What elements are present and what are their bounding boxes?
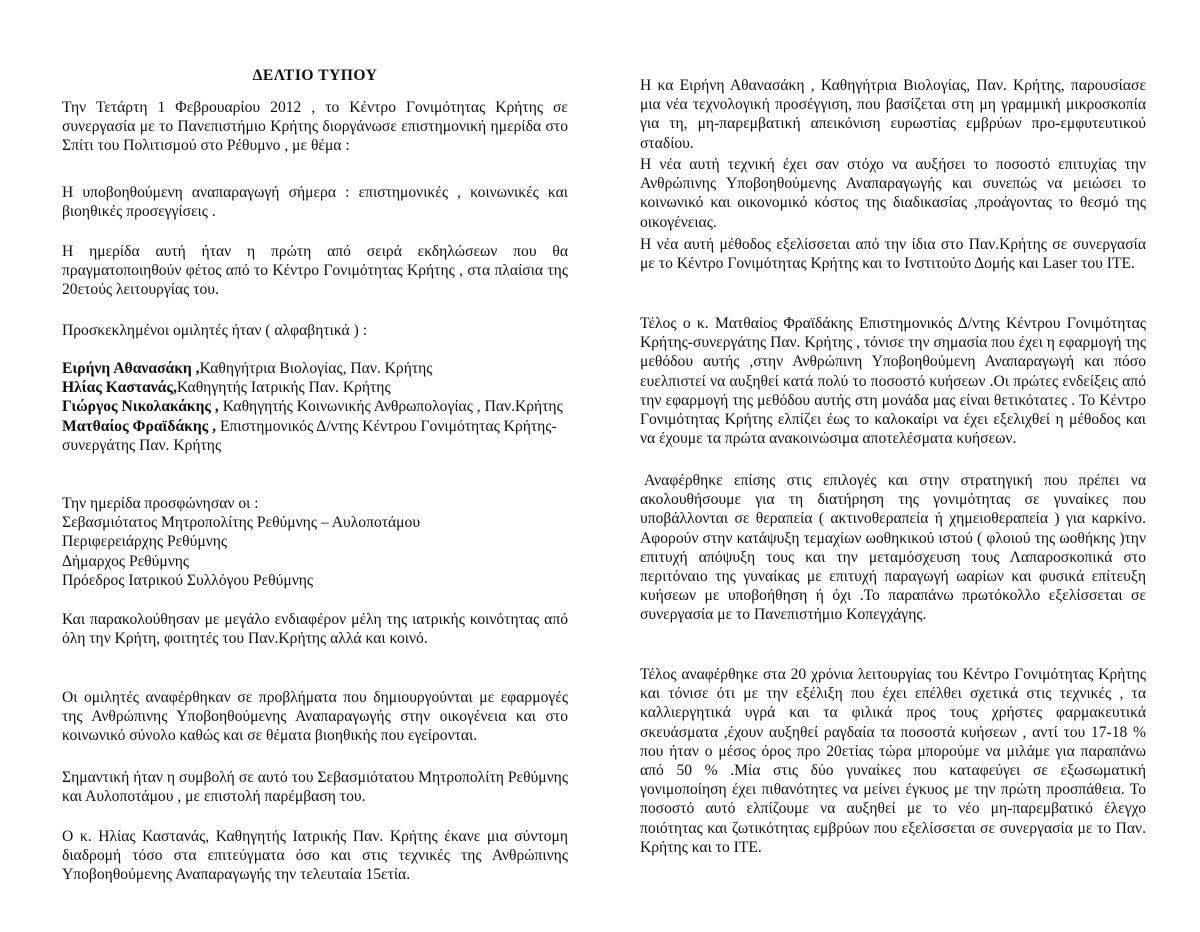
speaker-name: Γιώργος Νικολακάκης , (62, 398, 219, 416)
problems-paragraph: Οι ομιλητές αναφέρθηκαν σε προβλήματα που δημιουργούνται με εφαρμογές της Ανθρώπινης Υποβοηθούμενης Αναπαραγωγής στην οικογένεια και στο κοινωνικό σύνολο καθώς και σε θέματα βιοηθικής που εγείρονται. (62, 689, 568, 745)
twenty-years-paragraph: Τέλος αναφέρθηκε στα 20 χρόνια λειτουργίας του Κέντρο Γονιμότητας Κρήτης και τόνισε ότι με την εξέλιξη που έχει επέλθει σχετικά στις τεχνικές , τα καλλιεργητικά υγρά και τα φιλικά προς τους χρήστες φαρμακευτικά σκευάσματα ,έχουν αυξηθεί ραγδαία τα ποσοστά κυήσεων , αντί του 17-18 % που ήταν ο μέσος όρος προ 20ετίας τώρα μπορούμε να μιλάμε για παραπάνω από 50 % .Μία στις δύο γυναίκες που καταφεύγει σε εξωσωματική γονιμοποίηση έχει πιθανότητες να μείνει έγκυος με την πρώτη προσπάθεια. Το ποσοστό αυτό ελπίζουμε να αυξηθεί με το νέο μη-παρεμβατικό έλεγχο ποιότητας και ζωτικότητας εμβρύων που εξελίσσεται σε συνεργασία με το Παν. Κρήτης και το ΙΤΕ. (640, 666, 1146, 856)
speaker-role: Καθηγήτρια Βιολογίας, Παν. Κρήτης (199, 360, 433, 377)
speakers-list (62, 359, 568, 455)
goal-paragraph: Η νέα αυτή τεχνική έχει σαν στόχο να αυξήσει το ποσοστό επιτυχίας την Ανθρώπινης Υποβοηθούμενης Αναπαραγωγής και συνεπώς να μειώσει το κοινωνικό και οικονομικό κόστος της διαδικασίας ,προάγοντας το θεσμό της οικογένειας. (640, 156, 1146, 231)
speaker-name: Ματθαίος Φραϊδάκης , (62, 417, 217, 435)
fraidakis-paragraph: Τέλος ο κ. Ματθαίος Φραϊδάκης Επιστημονικός Δ/ντης Κέντρου Γονιμότητας Κρήτης-συνεργάτης Παν. Κρήτης , τόνισε την σημασία που έχει η εφαρμογή της μεθόδου αυτής ,στην Ανθρώπινη Υποβοηθούμενη Αναπαραγωγή και πόσο ευελπιστεί να αυξηθεί κατά πολύ το ποσοστό κυήσεων .Οι πρώτες ενδείξεις από την εφαρμογή της μεθόδου αυτής στη μονάδα μας είναι θετικότατες . Το Κέντρο Γονιμότητας Κρήτης ελπίζει έως το καλοκαίρι να έχει εξελιχθεί η μέθοδος και να έχουμε τα πρώτα ανακοινώσιμα αποτελέσματα κυήσεων. (640, 315, 1146, 448)
speaker-role: Καθηγητής Ιατρικής Παν. Κρήτης (176, 379, 391, 397)
speaker-item (62, 378, 568, 397)
development-paragraph: Η νέα αυτή μέθοδος εξελίσσεται από την ίδια στο Παν.Κρήτης σε συνεργασία με το Κέντρο Γονιμότητας Κρήτης και το Ινστιτούτο Δομής και Laser του ΙΤΕ. (640, 236, 1146, 273)
speaker-name: Ηλίας Καστανάς, (62, 379, 177, 397)
speaker-name: Ειρήνη Αθανασάκη , (62, 360, 200, 377)
speaker-role: Καθηγητής Κοινωνικής Ανθρωπολογίας , Παν.Κρήτης (218, 398, 563, 416)
greeters-heading: Την ημερίδα προσφώνησαν οι : (62, 495, 259, 512)
greeter-item: Δήμαρχος Ρεθύμνης (62, 552, 190, 570)
speakers-heading: Προσκεκλημένοι ομιλητές ήταν ( αλφαβητικά ) : (62, 322, 368, 339)
kastanas-paragraph: Ο κ. Ηλίας Καστανάς, Καθηγητής Ιατρικής Παν. Κρήτης έκανε μια σύντομη διαδρομή τόσο στα επιτεύγματα όσο και στις τεχνικές της Ανθρώπινης Υποβοηθούμενης Αναπαραγωγής την τελευταία 15ετία. (62, 828, 568, 884)
athanasaki-paragraph: Η κα Ειρήνη Αθανασάκη , Καθηγήτρια Βιολογίας, Παν. Κρήτης, παρουσίασε μια νέα τεχνολογική προσέγγιση, που βασίζεται στη μη γραμμική μικροσκοπία για τη, μη-παρεμβατική απεικόνιση ευρωστίας εμβρύων προ-εμφυτευτικού σταδίου. (640, 77, 1146, 152)
speaker-role: Επιστημονικός Δ/ντης Κέντρου Γονιμότητας Κρήτης-συνεργάτης Παν. Κρήτης (62, 417, 557, 454)
press-release-title: ΔΕΛΤΙΟ ΤΥΠΟΥ (252, 67, 378, 84)
theme-paragraph: Η υποβοηθούμενη αναπαραγωγή σήμερα : επιστημονικές , κοινωνικές και βιοηθικές προσεγγίσεις . (62, 184, 568, 221)
metropolitan-paragraph: Σημαντική ήταν η συμβολή σε αυτό του Σεβασμιότατου Μητροπολίτη Ρεθύμνης και Αυλοποτάμου , με επιστολή παρέμβαση του. (62, 769, 568, 806)
series-paragraph: Η ημερίδα αυτή ήταν η πρώτη από σειρά εκδηλώσεων που θα πραγματοποιηθούν φέτος από το Κέντρο Γονιμότητας Κρήτης , στα πλαίσια της 20ετούς λειτουργίας του. (62, 243, 568, 299)
greeter-item: Σεβασμιότατος Μητροπολίτης Ρεθύμνης – Αυλοποτάμου (62, 514, 421, 532)
greeter-item: Περιφερειάρχης Ρεθύμνης (62, 533, 228, 551)
preservation-paragraph: Αναφέρθηκε επίσης στις επιλογές και στην στρατηγική που πρέπει να ακολουθήσουμε για τη διατήρηση της γονιμότητας σε γυναίκες που υποβάλλονται σε θεραπεία ( ακτινοθεραπεία ή χημειοθεραπεία ) για καρκίνο. Αφορούν στην κατάψυξη τεμαχίων ωοθηκικού ιστού ( φλοιού της ωοθήκης )την επιτυχή απόψυξη τους και την μεταμόσχευση τους Λαπαροσκοπικά στο περιτόναιο της γυναίκας με επιτυχή παραγωγή ωαρίων και φυσικά επίτευξη κυήσεων με υποβοήθηση ή όχι .Το παραπάνω πρωτόκολλο εξελίσσεται σε συνεργασία με το Πανεπιστήμιο Κοπεγχάγης. (640, 472, 1146, 624)
speaker-item (62, 397, 568, 416)
intro-paragraph: Την Τετάρτη 1 Φεβρουαρίου 2012 , το Κέντρο Γονιμότητας Κρήτης σε συνεργασία με το Πανεπιστήμιο Κρήτης διοργάνωσε επιστημονική ημερίδα στο Σπίτι του Πολιτισμού στο Ρέθυμνο , με θέμα : (62, 99, 568, 155)
speaker-item (62, 417, 568, 455)
attendees-paragraph: Και παρακολούθησαν με μεγάλο ενδιαφέρον μέλη της ιατρικής κοινότητας από όλη την Κρήτη, φοιτητές του Παν.Κρήτης αλλά και κοινό. (62, 611, 568, 648)
greeter-item: Πρόεδρος Ιατρικού Συλλόγου Ρεθύμνης (62, 571, 314, 589)
greeters-section (62, 494, 568, 590)
speaker-item (62, 359, 568, 378)
